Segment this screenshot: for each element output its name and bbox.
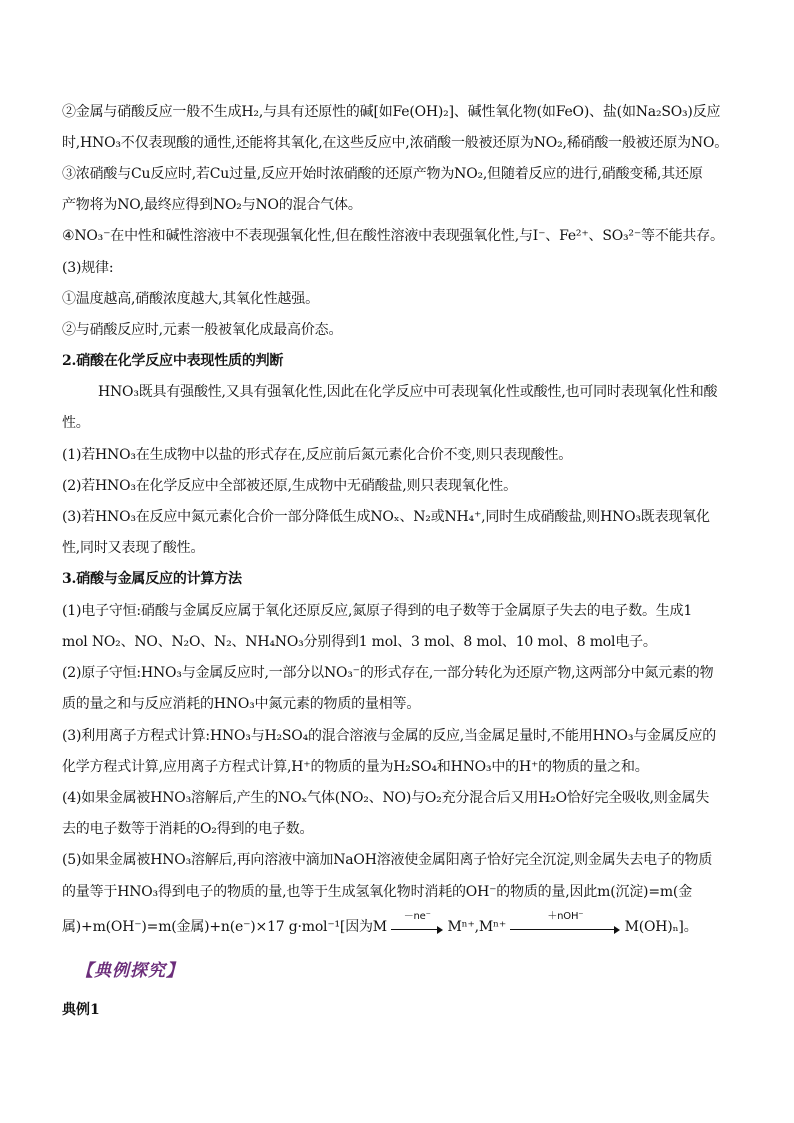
- text-line: 化学方程式计算,应用离子方程式计算,H⁺的物质的量为H₂SO₄和HNO₃中的H⁺的物质的量之和。: [62, 759, 649, 775]
- text-line: 性。: [62, 415, 90, 431]
- formula-line: [62, 911, 734, 937]
- text-line: (2)原子守恒:HNO₃与金属反应时,一部分以NO₃⁻的形式存在,一部分转化为还原产物,这两部分中氮元素的物: [62, 665, 714, 681]
- text-line: 性,同时又表现了酸性。: [62, 540, 205, 556]
- text-line: (1)电子守恒:硝酸与金属反应属于氧化还原反应,氮原子得到的电子数等于金属原子失去的电子数。生成1: [62, 603, 693, 619]
- text-line: 去的电子数等于消耗的O₂得到的电子数。: [62, 821, 314, 837]
- text-line: mol NO₂、NO、N₂O、N₂、NH₄NO₃分别得到1 mol、3 mol、8 mol、10 mol、8 mol电子。: [62, 634, 657, 650]
- example-label: 典例1: [62, 1002, 100, 1018]
- text-line: ④NO₃⁻在中性和碱性溶液中不表现强氧化性,但在酸性溶液中表现强氧化性,与I⁻、Fe²⁺、SO₃²⁻等不能共存。: [62, 228, 724, 244]
- formula-text: M(OH)ₙ]。: [624, 919, 698, 935]
- section-heading: 【典例探究】: [76, 961, 184, 981]
- subsection-heading: 3.硝酸与金属反应的计算方法: [62, 571, 242, 587]
- text-line: HNO₃既具有强酸性,又具有强氧化性,因此在化学反应中可表现氧化性或酸性,也可同时表现氧化性和酸: [98, 384, 718, 400]
- text-line: (5)如果金属被HNO₃溶解后,再向溶液中滴加NaOH溶液使金属阳离子恰好完全沉淀,则金属失去电子的物质: [62, 852, 713, 868]
- text-line: ①温度越高,硝酸浓度越大,其氧化性越强。: [62, 291, 319, 307]
- text-line: 时,HNO₃不仅表现酸的通性,还能将其氧化,在这些反应中,浓硝酸一般被还原为NO₂,稀硝酸一般被还原为NO。: [62, 135, 729, 151]
- text-line: 产物将为NO,最终应得到NO₂与NO的混合气体。: [62, 197, 362, 213]
- text-line: ③浓硝酸与Cu反应时,若Cu过量,反应开始时浓硝酸的还原产物为NO₂,但随着反应的进行,硝酸变稀,其还原: [62, 166, 703, 182]
- arrow-label: ＋nOH⁻: [547, 911, 584, 922]
- formula-text: 属)+m(OH⁻)=m(金属)+n(e⁻)×17 g·mol⁻¹[因为M: [62, 919, 387, 935]
- text-line: (1)若HNO₃在生成物中以盐的形式存在,反应前后氮元素化合价不变,则只表现酸性。: [62, 447, 573, 463]
- arrow-label: －ne⁻: [403, 911, 431, 922]
- text-line: (2)若HNO₃在化学反应中全部被还原,生成物中无硝酸盐,则只表现氧化性。: [62, 478, 517, 494]
- text-line: (3)规律:: [62, 260, 114, 276]
- text-line: (3)若HNO₃在反应中氮元素化合价一部分降低生成NOₓ、N₂或NH₄⁺,同时生成硝酸盐,则HNO₃既表现氧化: [62, 509, 710, 525]
- text-line: ②金属与硝酸反应一般不生成H₂,与具有还原性的碱[如Fe(OH)₂]、碱性氧化物(如FeO)、盐(如Na₂SO₃)反应: [62, 104, 721, 120]
- formula-text: Mⁿ⁺,Mⁿ⁺: [447, 919, 507, 935]
- reaction-arrow: [391, 911, 443, 933]
- text-line: ②与硝酸反应时,元素一般被氧化成最高价态。: [62, 322, 343, 338]
- text-line: (4)如果金属被HNO₃溶解后,产生的NOₓ气体(NO₂、NO)与O₂充分混合后又用H₂O恰好完全吸收,则金属失: [62, 790, 710, 806]
- text-line: 的量等于HNO₃得到电子的物质的量,也等于生成氢氧化物时消耗的OH⁻的物质的量,因此m(沉淀)=m(金: [62, 884, 692, 900]
- subsection-heading: 2.硝酸在化学反应中表现性质的判断: [62, 353, 284, 369]
- text-line: (3)利用离子方程式计算:HNO₃与H₂SO₄的混合溶液与金属的反应,当金属足量时,不能用HNO₃与金属反应的: [62, 728, 717, 744]
- text-line: 质的量之和与反应消耗的HNO₃中氮元素的物质的量相等。: [62, 696, 421, 712]
- reaction-arrow: [510, 911, 620, 933]
